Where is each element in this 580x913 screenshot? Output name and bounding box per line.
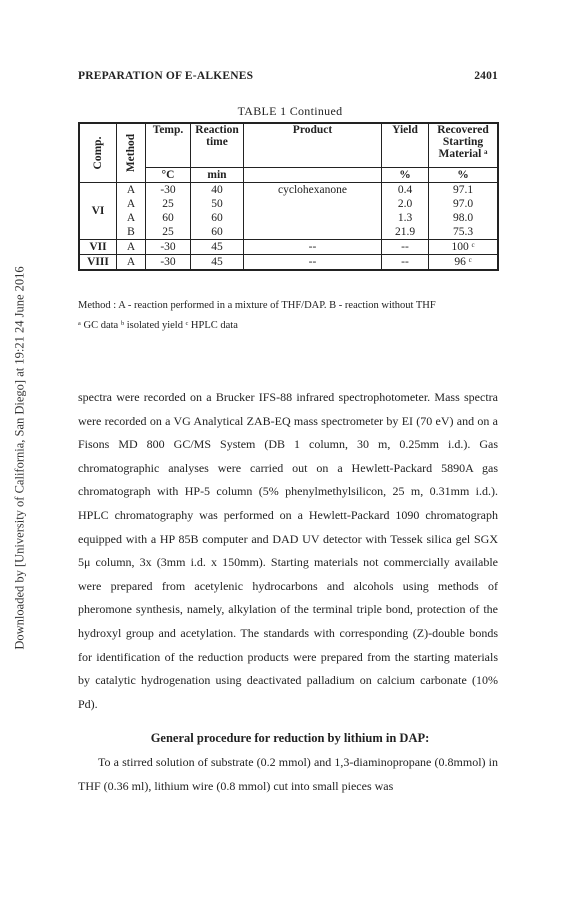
comp-header: Comp. — [79, 123, 117, 183]
download-watermark-text: Downloaded by [University of California, San Diego] at 19:21 24 June 2016 — [12, 265, 27, 650]
body-paragraph-2: To a stirred solution of substrate (0.2 mmol) and 1,3-diaminopropane (0.8mmol) in THF (0.36 ml), lithium wire (0.8 mmol) cut into small pieces was — [78, 755, 498, 793]
comp-cell: VIII — [79, 255, 117, 271]
time-cell: 45 — [191, 255, 244, 271]
yield-cell: -- — [382, 255, 429, 271]
product-unit — [244, 167, 382, 182]
time-cell: 40 50 60 60 — [191, 183, 244, 240]
table-row — [79, 183, 498, 240]
product-cell: cyclohexanone — [244, 183, 382, 240]
time-header: Reaction time — [191, 123, 244, 167]
recovered-cell: 100 ᶜ — [429, 240, 499, 255]
running-header — [78, 70, 498, 82]
product-cell: -- — [244, 240, 382, 255]
method-cell: A — [117, 255, 146, 271]
recovered-cell: 96 ᶜ — [429, 255, 499, 271]
temp-header: Temp. — [146, 123, 191, 167]
product-cell: -- — [244, 255, 382, 271]
table-row — [79, 240, 498, 255]
product-header: Product — [244, 123, 382, 167]
section-heading: General procedure for reduction by lithium in DAP: — [150, 731, 430, 745]
body-paragraph-1: spectra were recorded on a Brucker IFS-88 infrared spectrophotometer. Mass spectra were recorded on a VG Analytical ZAB-EQ mass spectrometer by EI (70 eV) and on a Fisons MD 800 GC/MS System (DB 1 column, 30 m, 0.25mm i.d.). Gas chromatographic analyses were carried out on a Hewlett-Packard 5890A gas chromatograph with HP-5 column (5% phenylmethylsilicon, 25 m, 0.31mm i.d.). HPLC chromatography was performed on a Hewlett-Packard 1090 chromatograph equipped with a HP 85B computer and DAD UV detector with Tessek silica gel SGX 5μ column, 3x (3mm i.d. x 150mm). Starting materials not commercially available were prepared from acetylenic hydrocarbons and alcohols using methods of pheromone synthesis, namely, alkylation of the terminal triple bond, protection of the hydroxyl group and acetylation. The standards with corresponding (Z)-double bonds for identification of the reduction products were prepared from the starting materials by catalytic hydrogenation using deactivated palladium on calcium carbonate (10% Pd). — [78, 390, 498, 711]
yield-cell: -- — [382, 240, 429, 255]
table-row — [79, 255, 498, 271]
download-watermark — [9, 235, 31, 680]
page-number: 2401 — [474, 70, 498, 82]
time-unit: min — [191, 167, 244, 182]
table-caption: TABLE 1 Continued — [237, 104, 343, 118]
temp-cell: -30 — [146, 240, 191, 255]
recovered-header: Recovered Starting Material ᵃ — [429, 123, 499, 167]
yield-cell: 0.4 2.0 1.3 21.9 — [382, 183, 429, 240]
table-header-row — [79, 123, 498, 167]
time-cell: 45 — [191, 240, 244, 255]
comp-cell: VI — [79, 183, 117, 240]
method-cell: A A A B — [117, 183, 146, 240]
yield-header: Yield — [382, 123, 429, 167]
comp-cell: VII — [79, 240, 117, 255]
method-header: Method — [117, 123, 146, 183]
results-table — [78, 122, 499, 271]
recovered-unit: % — [429, 167, 499, 182]
yield-unit: % — [382, 167, 429, 182]
method-note: Method : A - reaction performed in a mixture of THF/DAP. B - reaction without THF — [78, 300, 436, 311]
method-cell: A — [117, 240, 146, 255]
temp-cell: -30 — [146, 255, 191, 271]
footnotes: ᵃ GC data ᵇ isolated yield ᶜ HPLC data — [78, 320, 238, 331]
running-title: PREPARATION OF E-ALKENES — [78, 70, 254, 82]
temp-cell: -30 25 60 25 — [146, 183, 191, 240]
temp-unit: °C — [146, 167, 191, 182]
recovered-cell: 97.1 97.0 98.0 75.3 — [429, 183, 499, 240]
